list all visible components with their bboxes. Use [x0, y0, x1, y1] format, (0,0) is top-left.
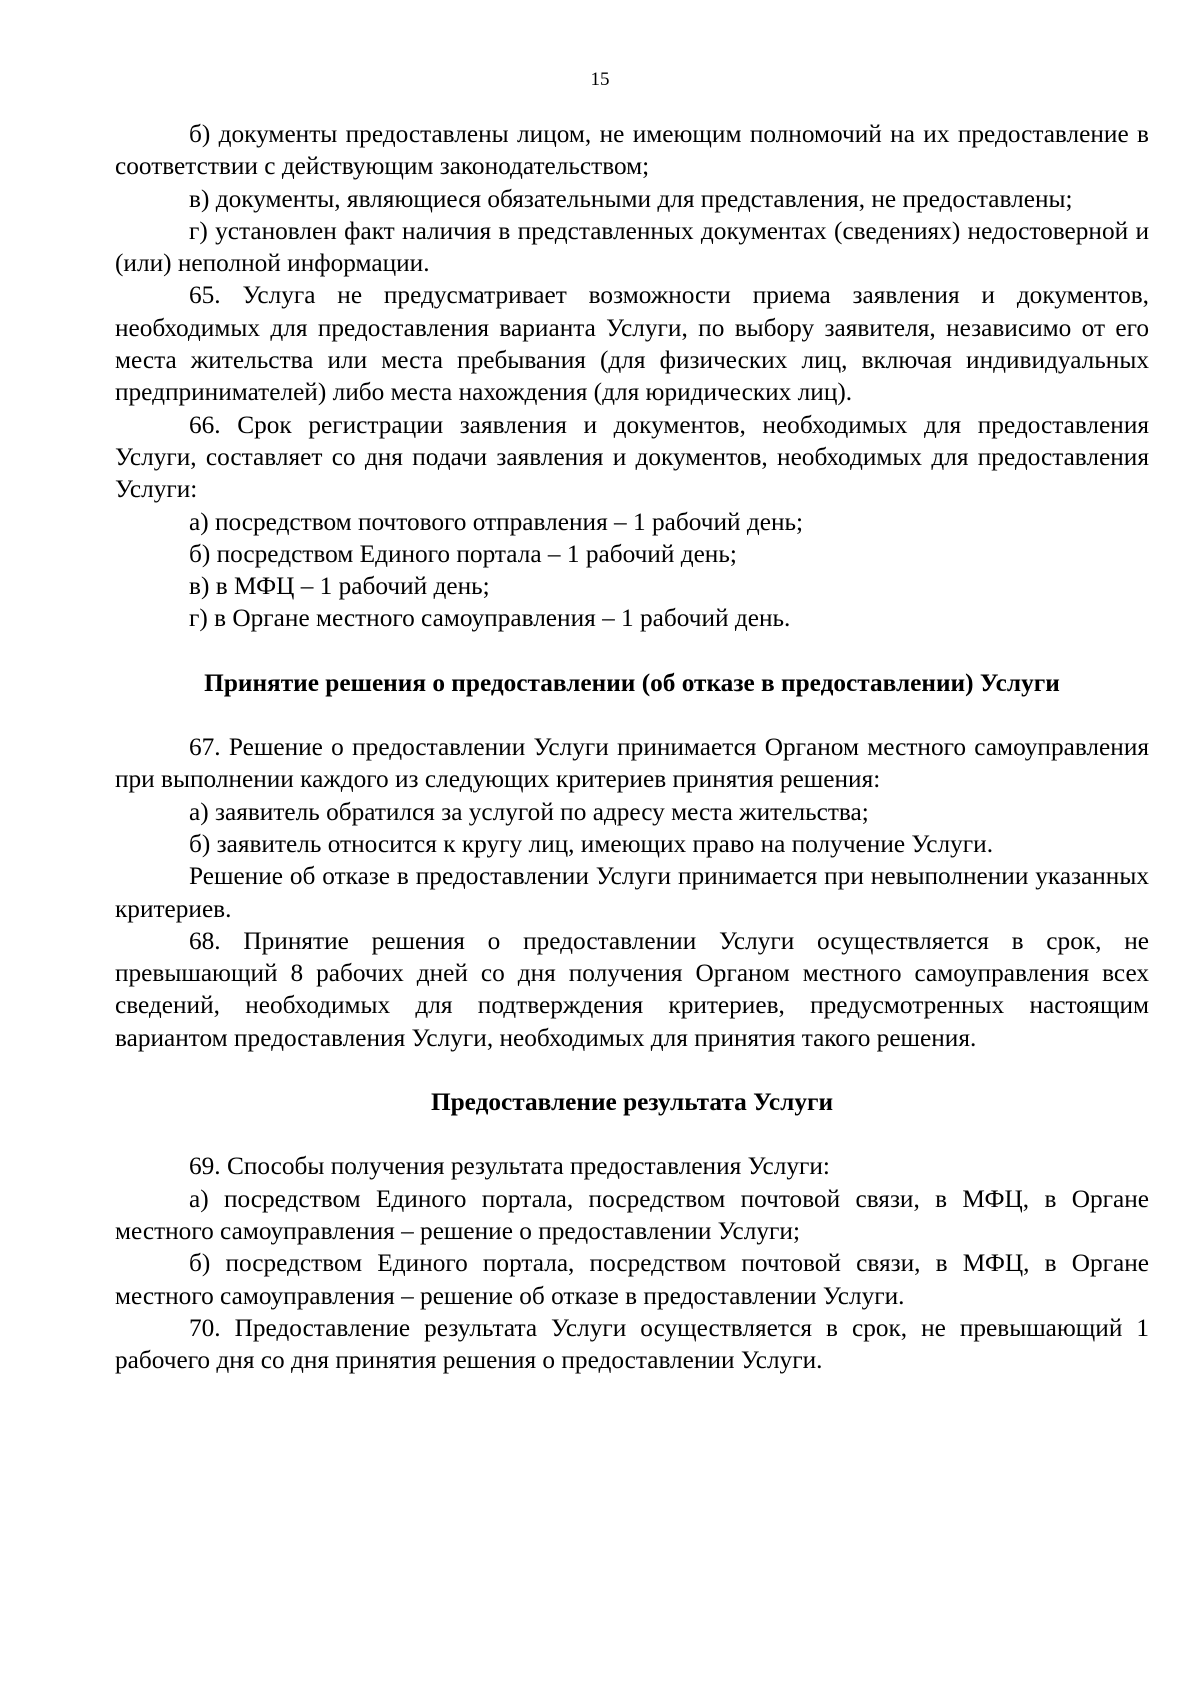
spacer — [115, 635, 1149, 667]
paragraph-b-documents-unauthorized: б) документы предоставлены лицом, не имеющим полномочий на их предоставление в соответствии с действующим законодательством; — [115, 120, 1149, 181]
paragraph-66-a: а) посредством почтового отправления – 1 рабочий день; — [189, 507, 804, 536]
paragraph-67-b: б) заявитель относится к кругу лиц, имеющих право на получение Услуги. — [189, 829, 994, 858]
paragraph-69-b: б) посредством Единого портала, посредством почтовой связи, в МФЦ, в Органе местного самоуправления – решение об отказе в предоставлении Услуги. — [115, 1249, 1149, 1310]
section-heading-result: Предоставление результата Услуги — [430, 1088, 834, 1117]
paragraph-65: 65. Услуга не предусматривает возможности приема заявления и документов, необходимых для предоставления варианта Услуги, по выбору заявителя, независимо от его места жительства или места пребывания (для физических лиц, включая индивидуальных предпринимателей) либо места нахождения (для юридических лиц). — [115, 281, 1149, 407]
paragraph-v-documents-missing: в) документы, являющиеся обязательными для представления, не предоставлены; — [189, 184, 1073, 213]
paragraph-70: 70. Предоставление результата Услуги осуществляется в срок, не превышающий 1 рабочего дня со дня принятия решения о предоставлении Услуги. — [115, 1313, 1149, 1375]
paragraph-g-unreliable-info: г) установлен факт наличия в представленных документах (сведениях) недостоверной и (или) неполной информации. — [115, 216, 1149, 278]
paragraph-66-v: в) в МФЦ – 1 рабочий день; — [189, 572, 490, 601]
paragraph-68: 68. Принятие решения о предоставлении Услуги осуществляется в срок, не превышающий 8 рабочих дней со дня получения Органом местного самоуправления всех сведений, необходимых для подтверждения критериев, предусмотренных настоящим вариантом предоставления Услуги, необходимых для принятия такого решения. — [115, 926, 1149, 1052]
section-heading-decision: Принятие решения о предоставлении (об отказе в предоставлении) Услуги — [204, 668, 1060, 697]
spacer — [115, 1054, 1149, 1086]
paragraph-67-a: а) заявитель обратился за услугой по адресу места жительства; — [189, 797, 869, 826]
spacer — [115, 699, 1149, 731]
document-body — [115, 118, 1149, 1376]
paragraph-refusal-decision: Решение об отказе в предоставлении Услуги принимается при невыполнении указанных критериев. — [115, 862, 1149, 923]
paragraph-66-g: г) в Органе местного самоуправления – 1 рабочий день. — [189, 604, 791, 633]
spacer — [115, 1118, 1149, 1150]
paragraph-69-a: а) посредством Единого портала, посредством почтовой связи, в МФЦ, в Органе местного самоуправления – решение о предоставлении Услуги; — [115, 1184, 1149, 1245]
paragraph-66: 66. Срок регистрации заявления и документов, необходимых для предоставления Услуги, составляет со дня подачи заявления и документов, необходимых для предоставления Услуги: — [115, 410, 1149, 504]
page-number: 15 — [590, 69, 610, 90]
paragraph-69: 69. Способы получения результата предоставления Услуги: — [189, 1152, 830, 1181]
paragraph-66-b: б) посредством Единого портала – 1 рабочий день; — [189, 539, 737, 568]
paragraph-67: 67. Решение о предоставлении Услуги принимается Органом местного самоуправления при выполнении каждого из следующих критериев принятия решения: — [115, 733, 1149, 794]
